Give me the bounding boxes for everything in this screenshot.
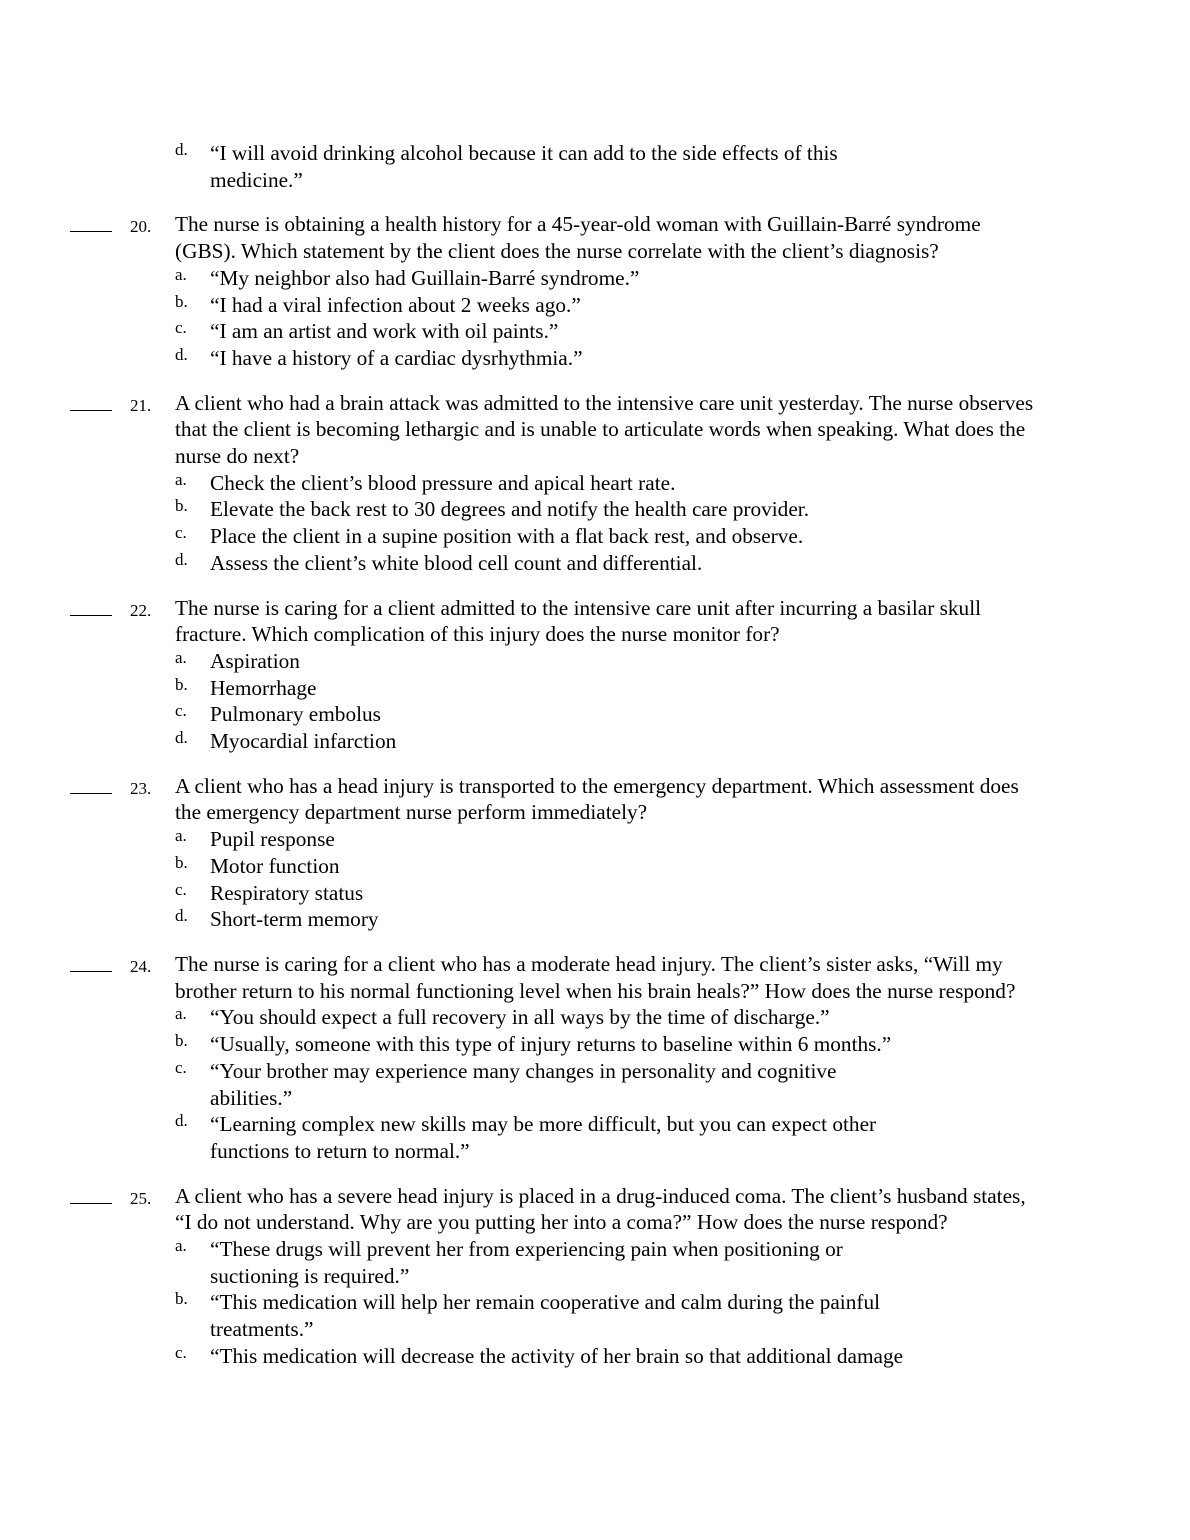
answer-option[interactable] xyxy=(175,880,1190,907)
option-text: Short-term memory xyxy=(210,907,379,932)
question-number: 22. xyxy=(130,600,152,620)
question-item xyxy=(0,390,1190,577)
answer-blank[interactable] xyxy=(70,211,112,232)
option-letter: d. xyxy=(175,728,188,748)
question-number: 24. xyxy=(130,956,152,976)
answer-option[interactable] xyxy=(175,1289,1190,1342)
answer-option[interactable] xyxy=(175,1004,1190,1031)
option-letter: b. xyxy=(175,291,188,311)
answer-option[interactable] xyxy=(175,701,1190,728)
option-text: Myocardial infarction xyxy=(210,729,397,754)
option-text: Check the client’s blood pressure and apical heart rate. xyxy=(210,470,676,495)
answer-option[interactable] xyxy=(175,523,1190,550)
option-text: “You should expect a full recovery in all ways by the time of discharge.” xyxy=(210,1005,830,1030)
question-stem: A client who has a severe head injury is placed in a drug-induced coma. The client’s husband states, “I do not understand. Why are you putting her into a coma?” How does the nurse respond? xyxy=(175,1183,1026,1235)
option-text: “My neighbor also had Guillain-Barré syndrome.” xyxy=(210,265,640,290)
answer-option[interactable] xyxy=(175,728,1190,755)
option-letter: a. xyxy=(175,1004,187,1024)
answer-option[interactable] xyxy=(175,1343,1190,1370)
question-number: 25. xyxy=(130,1188,152,1208)
option-letter: b. xyxy=(175,852,188,872)
option-letter: c. xyxy=(175,879,187,899)
option-letter: b. xyxy=(175,496,188,516)
question-stem: A client who had a brain attack was admitted to the intensive care unit yesterday. The nurse observes that the client is becoming lethargic and is unable to articulate words when speaking. What does the nurse do next? xyxy=(175,390,1034,469)
option-letter: a. xyxy=(175,1236,187,1256)
option-text: “I have a history of a cardiac dysrhythmia.” xyxy=(210,345,583,370)
option-letter: d. xyxy=(175,1111,188,1131)
option-text: “I had a viral infection about 2 weeks ago.” xyxy=(210,292,581,317)
question-number: 20. xyxy=(130,217,152,237)
option-letter: c. xyxy=(175,1057,187,1077)
answer-option[interactable] xyxy=(175,1111,1190,1164)
answer-option[interactable] xyxy=(175,826,1190,853)
answer-blank[interactable] xyxy=(70,1183,112,1204)
question-item xyxy=(0,595,1190,755)
answer-blank[interactable] xyxy=(70,390,112,411)
option-letter: d. xyxy=(175,344,188,364)
question-carryover xyxy=(0,140,1190,193)
option-text: “Your brother may experience many changes in personality and cognitive abilities.” xyxy=(210,1058,837,1110)
option-text: Elevate the back rest to 30 degrees and notify the health care provider. xyxy=(210,497,810,522)
option-letter: b. xyxy=(175,1031,188,1051)
option-text: Place the client in a supine position with a flat back rest, and observe. xyxy=(210,524,804,549)
option-text: Aspiration xyxy=(210,648,300,673)
answer-option[interactable] xyxy=(175,292,1190,319)
option-text: “This medication will help her remain cooperative and calm during the painful treatments.” xyxy=(210,1290,881,1342)
quiz-document xyxy=(0,140,1190,1388)
option-text: “Learning complex new skills may be more difficult, but you can expect other functions to return to normal.” xyxy=(210,1112,877,1163)
answer-option[interactable] xyxy=(175,318,1190,345)
option-letter: c. xyxy=(175,523,187,543)
option-text: Hemorrhage xyxy=(210,675,317,700)
option-text: “This medication will decrease the activity of her brain so that additional damage xyxy=(210,1343,904,1368)
option-letter: b. xyxy=(175,1289,188,1309)
answer-option[interactable] xyxy=(175,906,1190,933)
option-text: Pupil response xyxy=(210,827,335,852)
question-stem: The nurse is obtaining a health history for a 45-year-old woman with Guillain-Barré syndrome (GBS). Which statement by the client does the nurse correlate with the client’s diagnosis? xyxy=(175,212,981,264)
answer-blank[interactable] xyxy=(70,773,112,794)
option-text: “I will avoid drinking alcohol because it can add to the side effects of this medicine.” xyxy=(210,141,838,192)
option-text: “I am an artist and work with oil paints.” xyxy=(210,319,559,344)
option-text: Motor function xyxy=(210,853,340,878)
question-item xyxy=(0,951,1190,1165)
option-text: Pulmonary embolus xyxy=(210,702,381,727)
option-letter: c. xyxy=(175,1342,187,1362)
option-text: “Usually, someone with this type of injury returns to baseline within 6 months.” xyxy=(210,1032,892,1057)
option-letter: d. xyxy=(175,140,188,159)
answer-option[interactable] xyxy=(175,496,1190,523)
option-text: “These drugs will prevent her from experiencing pain when positioning or suctioning is required.” xyxy=(210,1237,843,1288)
answer-option[interactable] xyxy=(175,265,1190,292)
answer-option[interactable] xyxy=(175,345,1190,372)
answer-option[interactable] xyxy=(175,140,1190,193)
answer-option[interactable] xyxy=(175,648,1190,675)
option-letter: a. xyxy=(175,264,187,284)
option-letter: a. xyxy=(175,647,187,667)
question-stem: The nurse is caring for a client admitted to the intensive care unit after incurring a basilar skull fracture. Which complication of this injury does the nurse monitor for? xyxy=(175,595,982,647)
option-letter: d. xyxy=(175,549,188,569)
answer-option[interactable] xyxy=(175,1236,1190,1289)
answer-option[interactable] xyxy=(175,550,1190,577)
answer-option[interactable] xyxy=(175,470,1190,497)
question-number: 21. xyxy=(130,395,152,415)
answer-blank[interactable] xyxy=(70,951,112,972)
option-letter: c. xyxy=(175,318,187,338)
option-text: Assess the client’s white blood cell count and differential. xyxy=(210,550,703,575)
answer-option[interactable] xyxy=(175,675,1190,702)
question-stem: The nurse is caring for a client who has a moderate head injury. The client’s sister asks, “Will my brother return to his normal functioning level when his brain heals?” How does the nurse respond? xyxy=(175,951,1016,1003)
option-letter: c. xyxy=(175,701,187,721)
question-stem: A client who has a head injury is transported to the emergency department. Which assessment does the emergency department nurse perform immediately? xyxy=(175,773,1019,825)
question-number: 23. xyxy=(130,778,152,798)
option-letter: a. xyxy=(175,826,187,846)
question-item xyxy=(0,773,1190,933)
question-item xyxy=(0,1183,1190,1370)
answer-option[interactable] xyxy=(175,1058,1190,1111)
answer-blank[interactable] xyxy=(70,595,112,616)
answer-option[interactable] xyxy=(175,1031,1190,1058)
question-item xyxy=(0,211,1190,371)
option-letter: d. xyxy=(175,906,188,926)
option-letter: a. xyxy=(175,469,187,489)
option-text: Respiratory status xyxy=(210,880,364,905)
answer-option[interactable] xyxy=(175,853,1190,880)
option-letter: b. xyxy=(175,674,188,694)
